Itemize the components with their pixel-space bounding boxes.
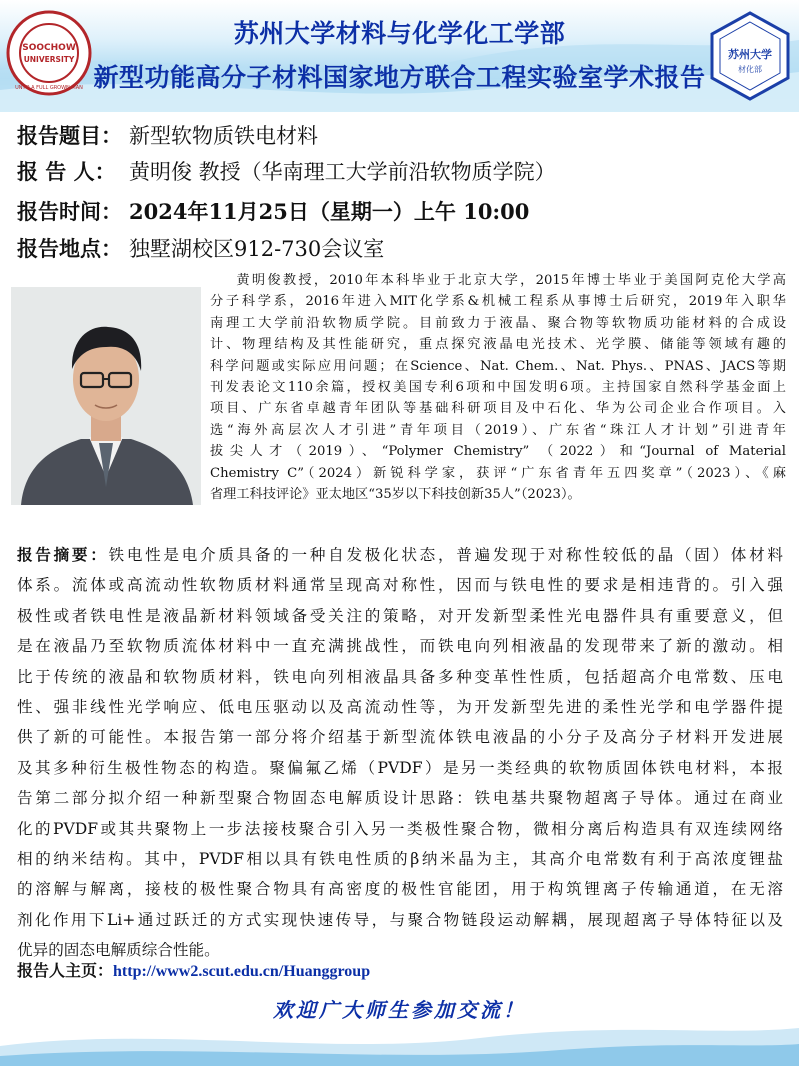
abstract-line: 的溶解与解离，接枝的极性聚合物具有高密度的极性官能团，用于构筑锂离子传输通道，在无溶: [17, 880, 783, 899]
abstract-line: 相的纳米结构。其中，PVDF相以具有铁电性质的β纳米晶为主，其高介电常数有利于高浓度锂盐: [17, 850, 783, 869]
abstract-text: 铁电性是电介质具备的一种自发极化状态，普遍发现于对称性较低的晶（固）体材料: [108, 546, 783, 564]
abstract-line: 极性或者铁电性是液晶新材料领域备受关注的策略，对开发新型柔性光电器件具有重要意义，但: [17, 606, 783, 625]
abstract-label: 报告摘要：: [17, 546, 109, 564]
bio-line: 刊发表论文110余篇，授权美国专利6项和中国发明6项。主持国家自然科学基金面上: [210, 380, 786, 396]
abstract-line: 化的PVDF或其共聚物上一步法接枝聚合引入另一类极性聚合物，微相分离后构造具有双连续网络: [17, 819, 783, 838]
abstract-line: 是在液晶乃至软物质流体材料中一直充满挑战性，而铁电向列相液晶的发现带来了新的激动。相: [17, 637, 783, 656]
abstract-line: [17, 540, 783, 570]
speaker-row: [17, 157, 556, 187]
bio-line: 项目、广东省卓越青年团队等基础科研项目及中石化、华为公司企业合作项目。入: [210, 401, 786, 417]
college-title: 苏州大学材料与化学化工学部: [233, 19, 566, 48]
bio-line: 拔尖人才（2019）、“Polymer Chemistry” （2022）和“Journal of Material: [210, 444, 786, 460]
abstract-line: 剂化作用下Li+通过跃迁的方式实现快速传导，与聚合物链段运动解耦，展现超离子导体特征以及: [17, 910, 783, 929]
bio-line: 科学问题或实际应用问题；在Science、Nat. Chem.、Nat. Phys.、PNAS、JACS等期: [210, 358, 786, 374]
time-value: 2024年11月25日（星期一）上午 10:00: [129, 199, 530, 224]
abstract-line: 体系。流体或高流动性软物质材料通常呈现高对称性，因而与铁电性的要求是相违背的。引入强: [17, 576, 783, 595]
abstract-block: [17, 540, 783, 966]
header-banner: [0, 0, 799, 112]
bio-line: 分子科学系，2016年进入MIT化学系&机械工程系从事博士后研究，2019年入职华: [210, 294, 786, 310]
speaker-portrait: [11, 287, 201, 505]
svg-text:UNIVERSITY: UNIVERSITY: [23, 55, 75, 64]
abstract-line: 性、强非线性光学响应、低电压驱动以及高流动性等，为开发新型先进的柔性光学和电学器件提: [17, 698, 783, 717]
abstract-line: 优异的固态电解质综合性能。: [17, 941, 220, 960]
abstract-line: 告第二部分拟介绍一种新型聚合物固态电解质设计思路：铁电基共聚物超离子导体。通过在商业: [17, 789, 783, 808]
homepage-row: [17, 958, 370, 984]
svg-text:材化部: 材化部: [738, 65, 762, 74]
bio-line: 黄明俊教授，2010年本科毕业于北京大学，2015年博士毕业于美国阿克伦大学高: [236, 273, 786, 288]
time-row: [17, 197, 529, 227]
time-label: 报告时间：: [17, 200, 122, 224]
bio-line: 选“海外高层次人才引进”青年项目（2019）、广东省“珠江人才计划”引进青年: [210, 422, 786, 438]
lab-report-title: 新型功能高分子材料国家地方联合工程实验室学术报告: [93, 63, 706, 92]
place-row: [17, 234, 384, 264]
topic-row: [17, 121, 318, 151]
svg-text:SOOCHOW: SOOCHOW: [22, 43, 76, 53]
abstract-line: 比于传统的液晶和软物质材料，铁电向列相液晶具备多种变革性性质，包括超高介电常数、压电: [17, 667, 783, 686]
svg-text:苏州大学: 苏州大学: [728, 48, 772, 61]
abstract-line: 及其多种衍生极性物态的构造。聚偏氟乙烯（PVDF）是另一类经典的软物质固体铁电材料，本报: [17, 758, 783, 777]
speaker-value: 黄明俊 教授（华南理工大学前沿软物质学院）: [129, 160, 556, 184]
homepage-label: 报告人主页：: [17, 961, 114, 980]
speaker-photo: [11, 287, 201, 505]
topic-label: 报告题目：: [17, 124, 122, 148]
college-hexagon-logo: [707, 10, 793, 102]
abstract-line: 供了新的可能性。本报告第一部分将介绍基于新型流体铁电液晶的小分子及高分子材料开发进展: [17, 728, 783, 747]
welcome-slogan: 欢迎广大师生参加交流！: [273, 998, 526, 1022]
place-label: 报告地点：: [17, 237, 122, 261]
speaker-label: 报 告 人：: [17, 160, 116, 184]
bio-line: 省理工科技评论》亚太地区“35岁以下科技创新35人”（2023）。: [210, 487, 581, 503]
svg-text:UNTO A FULL GROWN MAN: UNTO A FULL GROWN MAN: [15, 85, 83, 91]
homepage-link[interactable]: http://www2.scut.edu.cn/Huanggroup: [113, 963, 371, 980]
place-value: 独墅湖校区912-730会议室: [129, 237, 385, 261]
bio-line: Chemistry C”（2024）新锐科学家，获评“广东省青年五四奖章”（2023）、《麻: [210, 465, 786, 481]
speaker-bio: [210, 270, 786, 505]
topic-value: 新型软物质铁电材料: [129, 124, 318, 148]
bio-line: 计、物理结构及其性能研究，重点探究液晶电光技术、光学膜、储能等领域有趣的: [210, 337, 786, 353]
footer-wave-decoration: [0, 1016, 799, 1066]
bio-line: 南理工大学前沿软物质学院。目前致力于液晶、聚合物等软物质功能材料的合成设: [210, 315, 786, 331]
